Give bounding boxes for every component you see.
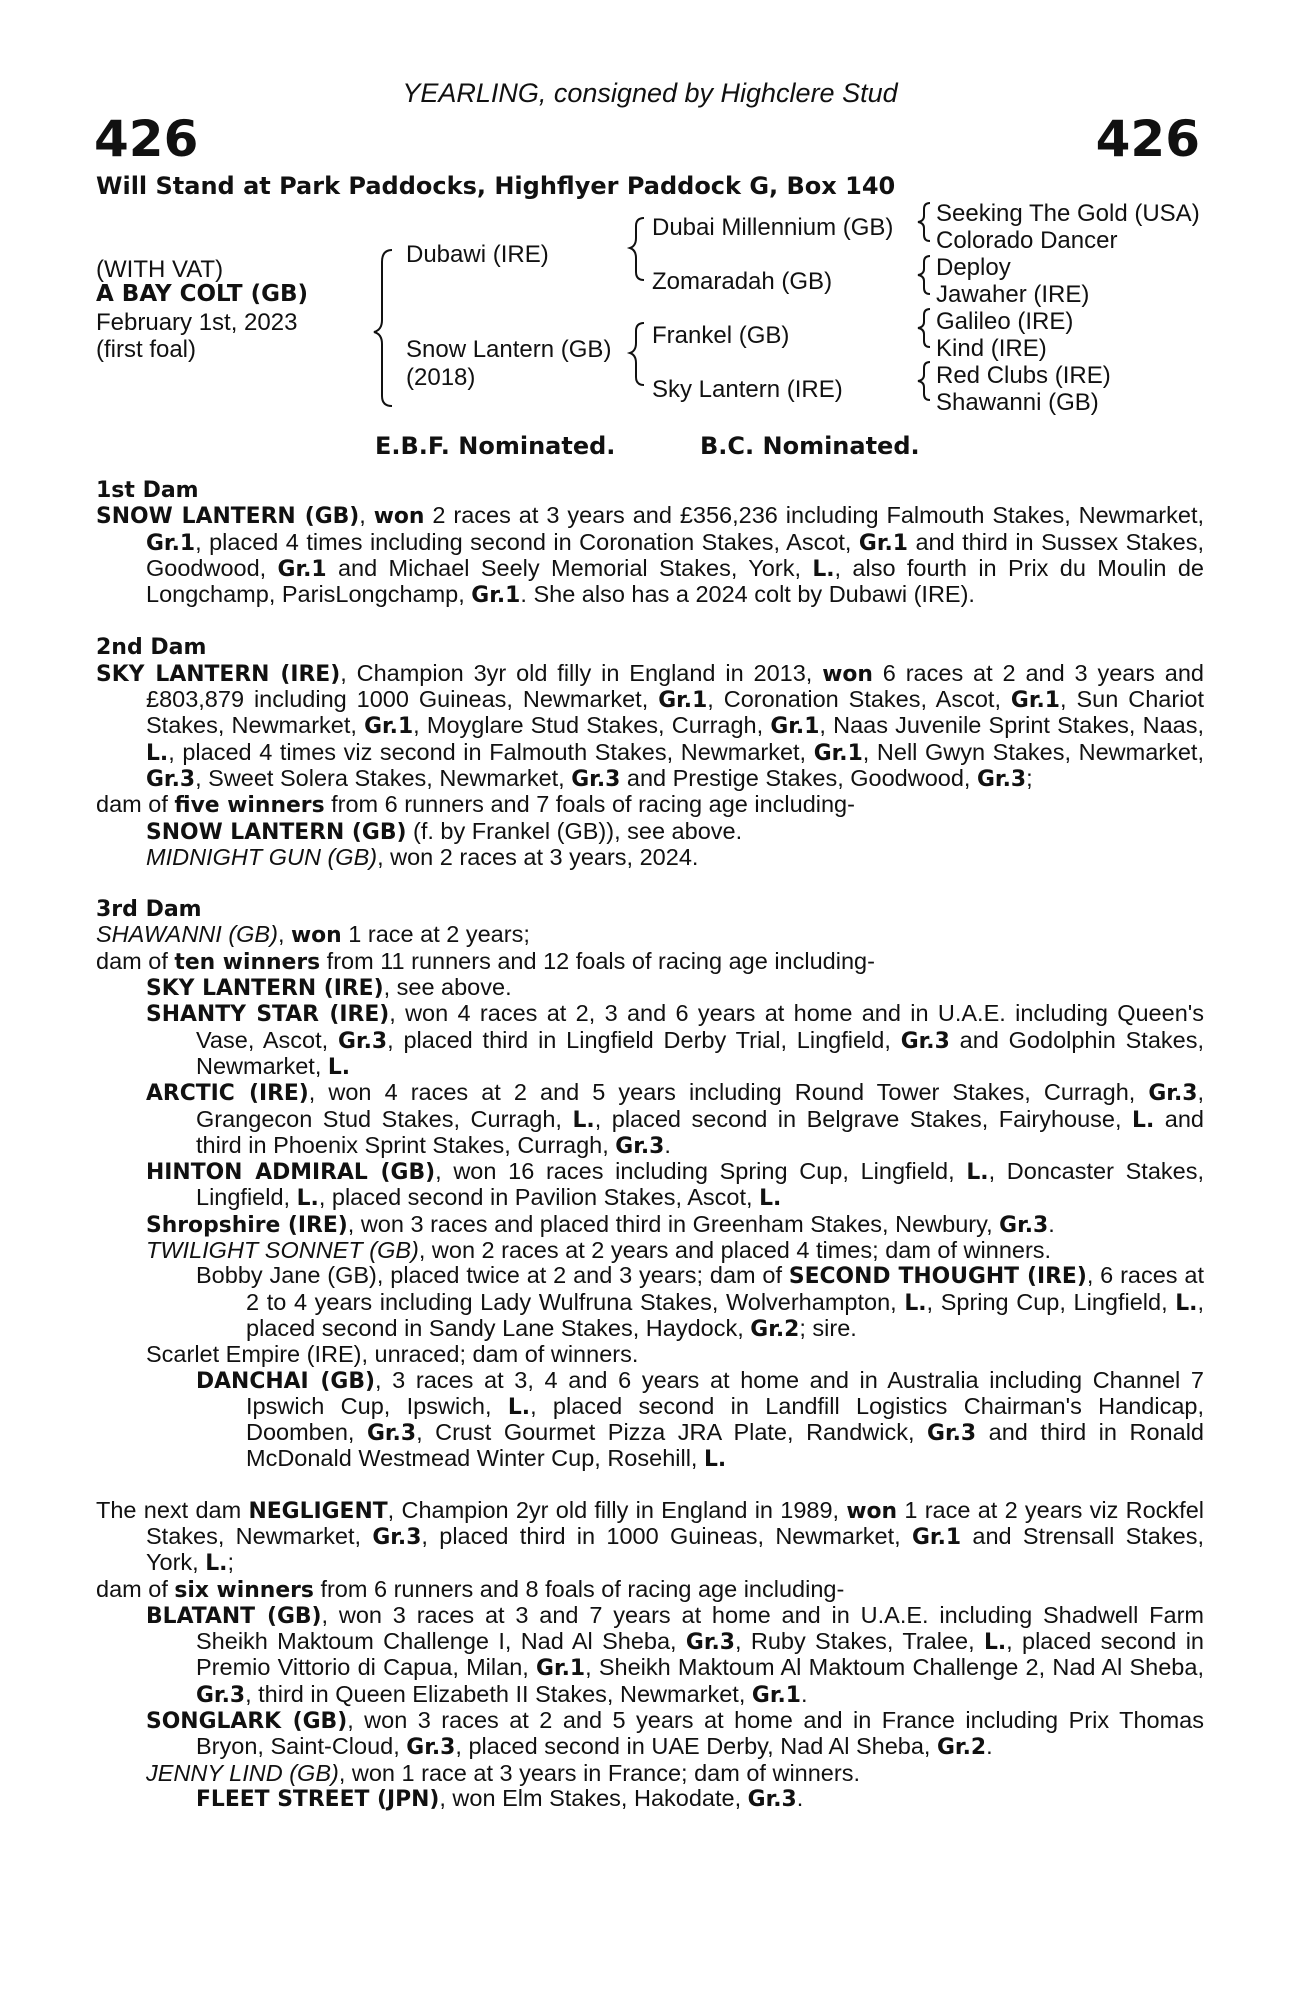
pedigree-entry: SHANTY STAR (IRE), won 4 races at 2, 3 and 6 years at home and in U.A.E. including Queen's Vase, Ascot, Gr.3, placed third in Lingfield Derby Trial, Lingfield, Gr.3 and Godolphin Stakes, Newmarket, L. xyxy=(146,1000,1205,1080)
bracket-g1 xyxy=(918,203,930,241)
pedigree-gg3: Deploy xyxy=(936,254,1011,281)
foaling-date: February 1st, 2023 xyxy=(96,309,298,336)
pedigree-entry: HINTON ADMIRAL (GB), won 16 races including Spring Cup, Lingfield, L., Doncaster Stakes, Lingfield, L., placed second in Pavilion Stakes, Ascot, L. xyxy=(146,1158,1204,1212)
vat-note: (WITH VAT) xyxy=(96,256,224,283)
pedigree-dam-dam: Sky Lantern (IRE) xyxy=(652,376,843,403)
pedigree-gg4: Jawaher (IRE) xyxy=(936,281,1090,308)
pedigree-entry: ARCTIC (IRE), won 4 races at 2 and 5 years including Round Tower Stakes, Curragh, Gr.3, Grangecon Stud Stakes, Curragh, L., placed second in Belgrave Stakes, Fairyhouse, L. and third in Phoenix Sprint Stakes, Curragh, Gr.3. xyxy=(146,1079,1204,1159)
pedigree-entry: Bobby Jane (GB), placed twice at 2 and 3 years; dam of SECOND THOUGHT (IRE), 6 races at 2 to 4 years including Lady Wulfruna Stakes, Wolverhampton, L., Spring Cup, Lingfield, L., placed second in Sandy Lane Stakes, Haydock, Gr.2; sire. xyxy=(196,1262,1204,1342)
bracket-g4 xyxy=(918,362,930,400)
horse-name: A BAY COLT (GB) xyxy=(96,281,309,307)
section-heading: 1st Dam xyxy=(96,478,199,503)
pedigree-gg2: Colorado Dancer xyxy=(936,227,1118,254)
pedigree-entry: SHAWANNI (GB), won 1 race at 2 years; xyxy=(96,921,530,949)
section-gap xyxy=(96,1473,1204,1498)
bc-nomination: B.C. Nominated. xyxy=(700,432,920,460)
consignor-line: YEARLING, consigned by Highclere Stud xyxy=(402,78,898,108)
pedigree-entry: SONGLARK (GB), won 3 races at 2 and 5 years at home and in France including Prix Thomas Bryon, Saint-Cloud, Gr.3, placed second in UAE Derby, Nad Al Sheba, Gr.2. xyxy=(146,1707,1204,1761)
pedigree-dam-year: (2018) xyxy=(406,364,476,391)
bracket-dam xyxy=(630,323,644,385)
lot-number-left: 426 xyxy=(94,110,199,168)
pedigree-entry: FLEET STREET (JPN), won Elm Stakes, Hakodate, Gr.3. xyxy=(196,1784,804,1812)
bracket-g3 xyxy=(918,309,930,347)
bracket-g2 xyxy=(918,256,930,294)
section-heading: 2nd Dam xyxy=(96,635,207,661)
pedigree-dam-sire: Frankel (GB) xyxy=(652,322,790,349)
pedigree-entry: SKY LANTERN (IRE), see above. xyxy=(146,974,512,1002)
bracket-sire xyxy=(630,218,644,280)
pedigree-entry: Scarlet Empire (IRE), unraced; dam of winners. xyxy=(146,1341,639,1368)
pedigree-entry: BLATANT (GB), won 3 races at 3 and 7 years at home and in U.A.E. including Shadwell Farm Sheikh Maktoum Challenge I, Nad Al Sheba, Gr.3, Ruby Stakes, Tralee, L., placed second in Premio Vittorio di Capua, Milan, Gr.1, Sheikh Maktoum Al Maktoum Challenge 2, Nad Al Sheba, Gr.3, third in Queen Elizabeth II Stakes, Newmarket, Gr.1. xyxy=(146,1601,1204,1708)
stand-location: Will Stand at Park Paddocks, Highflyer Paddock G, Box 140 xyxy=(96,172,896,200)
pedigree-sire: Dubawi (IRE) xyxy=(406,241,549,268)
foal-note: (first foal) xyxy=(96,336,197,363)
pedigree-entry: Shropshire (IRE), won 3 races and placed third in Greenham Stakes, Newbury, Gr.3. xyxy=(146,1210,1055,1238)
pedigree-dam: Snow Lantern (GB) xyxy=(406,336,612,363)
pedigree-entry: dam of five winners from 6 runners and 7 foals of racing age including- xyxy=(96,791,855,819)
pedigree-sire-dam: Zomaradah (GB) xyxy=(652,268,833,295)
pedigree-entry: SNOW LANTERN (GB) (f. by Frankel (GB)), see above. xyxy=(146,817,743,845)
pedigree-entry: MIDNIGHT GUN (GB), won 2 races at 3 years, 2024. xyxy=(146,843,699,870)
pedigree-sire-sire: Dubai Millennium (GB) xyxy=(652,214,894,241)
pedigree-gg7: Red Clubs (IRE) xyxy=(936,362,1111,389)
bracket-main xyxy=(374,250,392,406)
ebf-nomination: E.B.F. Nominated. xyxy=(375,432,616,460)
pedigree-entry: dam of ten winners from 11 runners and 12 foals of racing age including- xyxy=(96,947,875,975)
lot-number-right: 426 xyxy=(1095,110,1200,168)
pedigree-gg6: Kind (IRE) xyxy=(936,335,1047,362)
pedigree-entry: JENNY LIND (GB), won 1 race at 3 years in France; dam of winners. xyxy=(146,1759,860,1786)
pedigree-gg1: Seeking The Gold (USA) xyxy=(936,200,1200,227)
pedigree-entry: The next dam NEGLIGENT, Champion 2yr old filly in England in 1989, won 1 race at 2 years viz Rockfel Stakes, Newmarket, Gr.3, placed third in 1000 Guineas, Newmarket, Gr.1 and Strensall Stakes, York, L.; xyxy=(96,1496,1204,1577)
pedigree-entry: dam of six winners from 6 runners and 8 foals of racing age including- xyxy=(96,1575,845,1603)
pedigree-gg5: Galileo (IRE) xyxy=(936,308,1074,335)
pedigree-entry: TWILIGHT SONNET (GB), won 2 races at 2 years and placed 4 times; dam of winners. xyxy=(146,1237,1052,1264)
pedigree-entry: SKY LANTERN (IRE), Champion 3yr old filly in England in 2013, won 6 races at 2 and 3 years and £803,879 including 1000 Guineas, Newmarket, Gr.1, Coronation Stakes, Ascot, Gr.1, Sun Chariot Stakes, Newmarket, Gr.1, Moyglare Stud Stakes, Curragh, Gr.1, Naas Juvenile Sprint Stakes, Naas, L., placed 4 times viz second in Falmouth Stakes, Newmarket, Gr.1, Nell Gwyn Stakes, Newmarket, Gr.3, Sweet Solera Stakes, Newmarket, Gr.3 and Prestige Stakes, Goodwood, Gr.3; xyxy=(96,659,1205,792)
pedigree-gg8: Shawanni (GB) xyxy=(936,389,1099,416)
pedigree-entry: DANCHAI (GB), 3 races at 3, 4 and 6 years at home and in Australia including Channel 7 Ipswich Cup, Ipswich, L., placed second in Landfill Logistics Chairman's Handicap, Doomben, Gr.3, Crust Gourmet Pizza JRA Plate, Randwick, Gr.3 and third in Ronald McDonald Westmead Winter Cup, Rosehill, L. xyxy=(196,1366,1204,1473)
pedigree-entry: SNOW LANTERN (GB), won 2 races at 3 years and £356,236 including Falmouth Stakes, Newmarket, Gr.1, placed 4 times including second in Coronation Stakes, Ascot, Gr.1 and third in Sussex Stakes, Goodwood, Gr.1 and Michael Seely Memorial Stakes, York, L., also fourth in Prix du Moulin de Longchamp, ParisLongchamp, Gr.1. She also has a 2024 colt by Dubawi (IRE). xyxy=(96,502,1205,609)
catalogue-body xyxy=(96,478,1204,1812)
section-heading: 3rd Dam xyxy=(96,897,202,923)
